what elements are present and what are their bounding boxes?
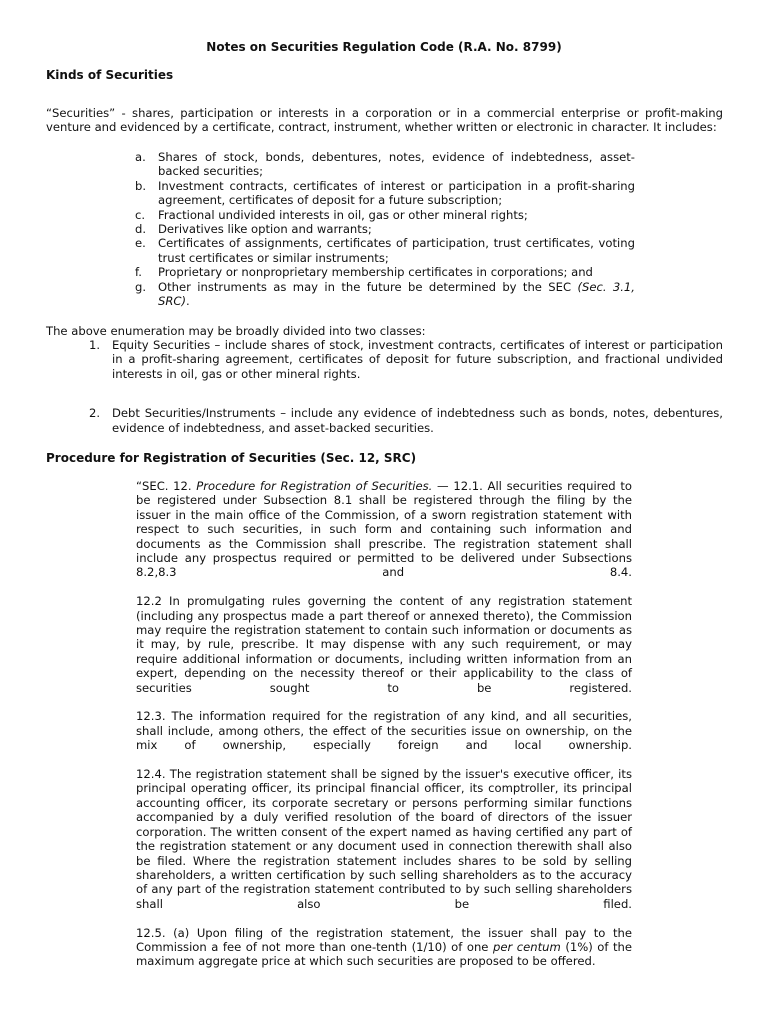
paragraph-body: (1%) of the maximum aggregate price at which such securities are proposed to be offered.: [136, 939, 632, 969]
section-heading-kinds-of-securities: Kinds of Securities: [46, 68, 174, 82]
list-marker: d.: [135, 222, 147, 237]
list-item: [135, 222, 635, 236]
section-title-italic: Procedure for Registration of Securities.: [196, 479, 433, 493]
list-item: [89, 338, 723, 381]
list-item: [135, 208, 635, 222]
list-item-text: [158, 280, 635, 309]
securities-types-list: [135, 150, 635, 308]
security-classes-list: [89, 338, 723, 435]
list-item: [89, 406, 723, 435]
list-item: [135, 280, 635, 309]
paragraph-body: — 12.1. All securities required to be registered under Subsection 8.1 shall be registered through the filing by the issuer in the main office of the Commission, of a sworn registration statement with respect to such securities, in such form and containing such information and documents as the Commission shall prescribe. The registration statement shall include any prospectus required or permitted to be delivered under Subsections 8.2,8.3 and 8.4.: [136, 479, 632, 580]
list-marker: 1.: [89, 338, 101, 352]
list-item-text: Debt Securities/Instruments – include any evidence of indebtedness such as bonds, notes, debentures, evidence of indebtedness, and asset-backed securities.: [112, 406, 723, 435]
sec12-paragraph-12-2: 12.2 In promulgating rules governing the content of any registration statement (including any prospectus made a part thereof or annexed thereto), the Commission may require the registration statement to contain such information or documents as it may, by rule, prescribe. It may dispense with any such requirement, or may require additional information or documents, including written information from an expert, depending on the necessity thereof or their applicability to the class of securities sought to be registered.: [136, 594, 632, 695]
sec12-paragraph-12-1: [136, 479, 632, 580]
list-item: [135, 265, 635, 279]
sec12-paragraph-12-4: 12.4. The registration statement shall be signed by the issuer's executive officer, its principal operating officer, its principal financial officer, its comptroller, its principal accounting officer, its corporate secretary or persons performing similar functions accompanied by a duly verified resolution of the board of directors of the issuer corporation. The written consent of the expert named as having certified any part of the registration statement or any document used in connection therewith shall also be filed. Where the registration statement includes shares to be sold by selling shareholders, a written certification by such selling shareholders as to the accuracy of any part of the registration statement contributed to by such selling shareholders shall also be filed.: [136, 767, 632, 911]
section-heading-registration-procedure: Procedure for Registration of Securities (Sec. 12, SRC): [46, 451, 417, 465]
per-centum-italic: per centum: [492, 939, 561, 954]
list-item-text: Proprietary or nonproprietary membership certificates in corporations; and: [158, 265, 593, 280]
citation: (Sec. 3.1, SRC): [158, 279, 635, 309]
sec12-paragraph-12-5: [136, 926, 632, 969]
list-marker: e.: [135, 236, 146, 251]
list-marker: c.: [135, 207, 146, 222]
list-item-text-main: Other instruments as may in the future be determined by the SEC: [158, 279, 578, 294]
list-item: [135, 179, 635, 208]
list-item: [135, 150, 635, 179]
list-marker: a.: [135, 150, 146, 164]
document-title: Notes on Securities Regulation Code (R.A. No. 8799): [206, 40, 562, 54]
classes-intro: The above enumeration may be broadly divided into two classes:: [46, 324, 426, 338]
list-item-text: Shares of stock, bonds, debentures, notes, evidence of indebtedness, asset-backed securities;: [158, 150, 635, 179]
paragraph-lead: 12.5. (a) Upon filing of the registration statement, the issuer shall pay to the Commission a fee of not more than one-tenth (1/10) of one: [136, 925, 632, 954]
list-item: [135, 236, 635, 265]
list-item-text: Derivatives like option and warrants;: [158, 222, 372, 237]
list-item-text: Equity Securities – include shares of stock, investment contracts, certificates of interest or participation in a profit-sharing agreement, certificates of deposit for future subscription, and fractional undivided interests in oil, gas or other mineral rights.: [112, 338, 723, 381]
paragraph-lead: “SEC. 12.: [136, 479, 197, 493]
list-item-text: Investment contracts, certificates of interest or participation in a profit-sharing agreement, certificates of deposit for a future subscription;: [158, 178, 635, 208]
list-item-text: Fractional undivided interests in oil, gas or other mineral rights;: [158, 207, 528, 222]
list-item-text: Certificates of assignments, certificates of participation, trust certificates, voting trust certificates or similar instruments;: [158, 236, 635, 265]
securities-definition-paragraph: “Securities” - shares, participation or interests in a corporation or in a commercial enterprise or profit-making venture and evidenced by a certificate, contract, instrument, whether written or electronic in character. It includes:: [46, 106, 723, 135]
list-marker: 2.: [89, 406, 101, 421]
list-marker: f.: [135, 265, 142, 280]
sec12-paragraph-12-3: 12.3. The information required for the registration of any kind, and all securities, shall include, among others, the effect of the securities issue on ownership, on the mix of ownership, especially foreign and local ownership.: [136, 709, 632, 753]
sec12-quoted-text: [136, 479, 632, 983]
list-marker: b.: [135, 178, 147, 193]
list-marker: g.: [135, 279, 147, 294]
list-item-text-tail: .: [186, 294, 190, 309]
